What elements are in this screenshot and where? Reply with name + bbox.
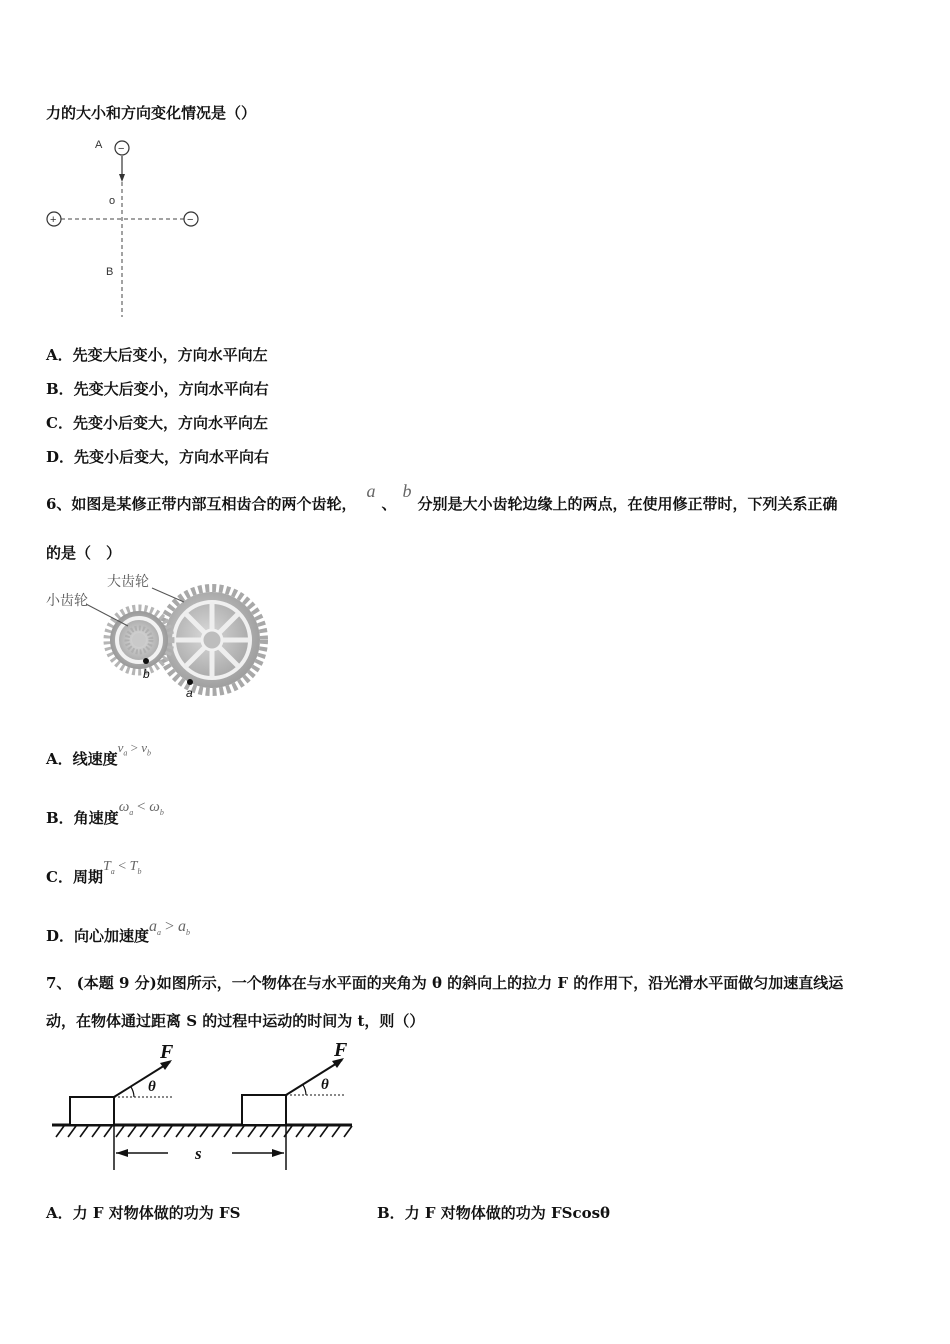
angle-label-1: θ xyxy=(148,1079,156,1095)
q7-stem-line1: 7、 (本题 9 分)如图所示，一个物体在与水平面的夹角为 θ 的斜向上的拉力 F 的作用下，沿光滑水平面做匀加速直线运 xyxy=(46,974,844,992)
point-a-label: a xyxy=(186,686,193,700)
q6-option-a-formula: $v_a > v_b$ xyxy=(117,740,152,758)
distance-label: s xyxy=(195,1144,202,1163)
arrow-down-icon xyxy=(119,174,125,182)
q6-var-a: a xyxy=(366,481,376,501)
q6-option-b-formula: $\omega_a < \omega_b$ xyxy=(118,799,164,817)
q6-var-b: b xyxy=(402,481,412,501)
right-charge-sign: − xyxy=(187,214,194,226)
q7-force-diagram xyxy=(48,1038,358,1173)
label-small-gear: 小齿轮 xyxy=(46,592,88,608)
q6-stem-part1: 6、如图是某修正带内部互相齿合的两个齿轮， xyxy=(46,495,357,513)
block-end xyxy=(242,1095,286,1125)
q6-option-a-label: A．线速度 xyxy=(46,750,118,768)
q6-stem-line2: 的是（ ） xyxy=(46,544,122,562)
q6-stem-line1 xyxy=(46,481,838,514)
arrow-left-icon xyxy=(116,1149,128,1157)
label-o: o xyxy=(109,195,116,207)
q5-option-d[interactable]: D．先变小后变大，方向水平向右 xyxy=(46,448,270,466)
left-charge-sign: + xyxy=(50,214,57,226)
angle-label-2: θ xyxy=(321,1077,329,1093)
arrow-right-icon xyxy=(272,1149,284,1157)
q5-charge-diagram xyxy=(40,132,210,322)
q7-stem-line2: 动，在物体通过距离 S 的过程中运动的时间为 t，则（） xyxy=(46,1012,425,1030)
q7-option-b[interactable]: B．力 F 对物体做的功为 FScosθ xyxy=(377,1204,611,1222)
q5-stem-tail: 力的大小和方向变化情况是（） xyxy=(46,104,257,122)
q7-option-a[interactable]: A．力 F 对物体做的功为 FS xyxy=(46,1204,241,1222)
q6-option-b-label: B．角速度 xyxy=(46,809,119,827)
q6-option-a[interactable] xyxy=(46,740,152,770)
label-big-gear: 大齿轮 xyxy=(107,573,149,589)
label-b: B xyxy=(106,266,114,278)
force-label-1: F xyxy=(160,1041,174,1063)
q5-option-c[interactable]: C．先变小后变大，方向水平向左 xyxy=(46,414,268,432)
point-b-marker xyxy=(143,658,149,664)
top-charge-sign: − xyxy=(118,143,125,155)
q5-option-a[interactable]: A．先变大后变小，方向水平向左 xyxy=(46,346,268,364)
q6-option-d-label: D．向心加速度 xyxy=(46,927,150,945)
q6-option-d[interactable] xyxy=(46,918,191,947)
force-label-2: F xyxy=(334,1039,348,1061)
q6-sep: 、 xyxy=(381,495,397,513)
q6-option-c-formula: $T_a < T_b$ xyxy=(102,859,142,876)
q6-option-d-formula: $a_a > a_b$ xyxy=(149,918,191,938)
point-a-marker xyxy=(187,679,193,685)
block-start xyxy=(70,1097,114,1125)
point-b-label: b xyxy=(143,667,150,681)
q5-option-b[interactable]: B．先变大后变小，方向水平向右 xyxy=(46,380,269,398)
q6-option-c-label: C．周期 xyxy=(46,868,103,886)
label-a: A xyxy=(95,139,103,151)
q6-gear-figure xyxy=(44,568,269,703)
q6-stem-part2: 分别是大小齿轮边缘上的两点，在使用修正带时，下列关系正确 xyxy=(417,495,838,513)
q6-option-c[interactable] xyxy=(46,859,142,888)
q6-option-b[interactable] xyxy=(46,799,164,829)
